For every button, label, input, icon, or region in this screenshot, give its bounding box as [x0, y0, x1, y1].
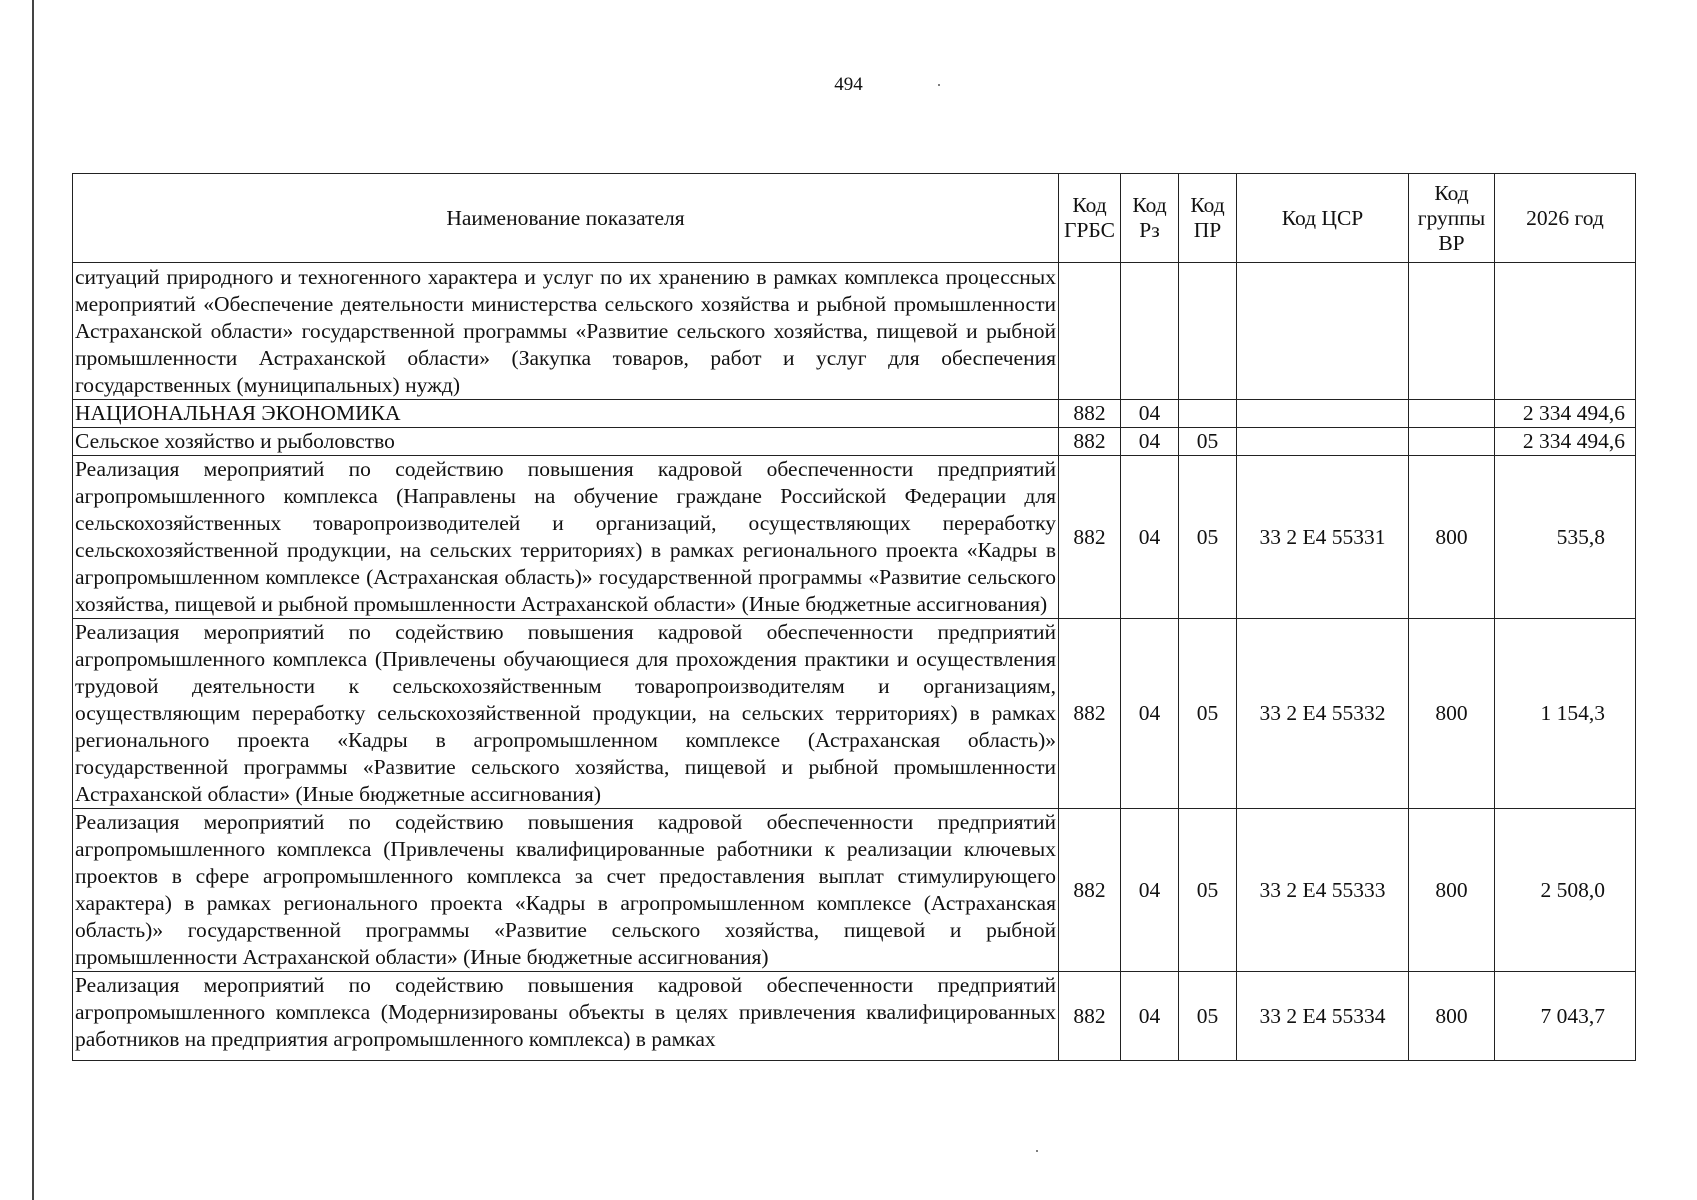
header-name: Наименование показателя	[73, 174, 1059, 263]
header-csr: Код ЦСР	[1237, 174, 1409, 263]
row-csr	[1237, 428, 1409, 456]
row-csr: 33 2 Е4 55331	[1237, 456, 1409, 619]
table-row	[73, 619, 1636, 809]
row-name: ситуаций природного и техногенного характера и услуг по их хранению в рамках комплекса процессных мероприятий «Обеспечение деятельности министерства сельского хозяйства и рыбной промышленности Астраханской области» государственной программы «Развитие сельского хозяйства, пищевой и рыбной промышленности Астраханской области» (Закупка товаров, работ и услуг для обеспечения государственных (муниципальных) нужд)	[73, 263, 1059, 400]
row-amount: 2 334 494,6	[1495, 400, 1636, 428]
scan-speck	[1036, 1150, 1038, 1152]
row-amount: 1 154,3	[1495, 619, 1636, 809]
row-grbs: 882	[1059, 456, 1121, 619]
row-pr: 05	[1179, 456, 1237, 619]
row-amount: 535,8	[1495, 456, 1636, 619]
row-grbs: 882	[1059, 619, 1121, 809]
row-pr: 05	[1179, 428, 1237, 456]
row-name: Реализация мероприятий по содействию повышения кадровой обеспеченности предприятий агропромышленного комплекса (Привлечены обучающиеся для прохождения практики и осуществления трудовой деятельности к сельскохозяйственным товаропроизводителям и организациям, осуществляющим переработку сельскохозяйственной продукции, на сельских территориях) в рамках регионального проекта «Кадры в агропромышленном комплексе (Астраханская область)» государственной программы «Развитие сельского хозяйства, пищевой и рыбной промышленности Астраханской области» (Иные бюджетные ассигнования)	[73, 619, 1059, 809]
header-vr: Код группы ВР	[1409, 174, 1495, 263]
row-rz	[1121, 263, 1179, 400]
row-csr: 33 2 Е4 55334	[1237, 972, 1409, 1061]
table-row	[73, 428, 1636, 456]
row-vr	[1409, 263, 1495, 400]
row-vr	[1409, 400, 1495, 428]
page-number: 494	[834, 74, 863, 95]
row-vr	[1409, 428, 1495, 456]
row-amount: 7 043,7	[1495, 972, 1636, 1061]
row-name: Реализация мероприятий по содействию повышения кадровой обеспеченности предприятий агропромышленного комплекса (Привлечены квалифицированные работники к реализации ключевых проектов в сфере агропромышленного комплекса за счет предоставления выплат стимулирующего характера) в рамках регионального проекта «Кадры в агропромышленном комплексе (Астраханская область)» государственной программы «Развитие сельского хозяйства, пищевой и рыбной промышленности Астраханской области» (Иные бюджетные ассигнования)	[73, 809, 1059, 972]
row-grbs: 882	[1059, 400, 1121, 428]
table-row	[73, 400, 1636, 428]
row-grbs: 882	[1059, 972, 1121, 1061]
row-vr: 800	[1409, 809, 1495, 972]
row-name: Реализация мероприятий по содействию повышения кадровой обеспеченности предприятий агропромышленного комплекса (Направлены на обучение граждане Российской Федерации для сельскохозяйственных товаропроизводителей и организаций, осуществляющих переработку сельскохозяйственной продукции, на сельских территориях) в рамках регионального проекта «Кадры в агропромышленном комплексе (Астраханская область)» государственной программы «Развитие сельского хозяйства, пищевой и рыбной промышленности Астраханской области» (Иные бюджетные ассигнования)	[73, 456, 1059, 619]
row-vr: 800	[1409, 619, 1495, 809]
table-row	[73, 809, 1636, 972]
row-rz: 04	[1121, 972, 1179, 1061]
row-vr: 800	[1409, 972, 1495, 1061]
table-row	[73, 972, 1636, 1061]
table-row	[73, 263, 1636, 400]
row-vr: 800	[1409, 456, 1495, 619]
row-amount: 2 508,0	[1495, 809, 1636, 972]
budget-table	[72, 173, 1636, 1061]
row-pr	[1179, 400, 1237, 428]
header-grbs: Код ГРБС	[1059, 174, 1121, 263]
row-pr	[1179, 263, 1237, 400]
row-csr	[1237, 263, 1409, 400]
binding-margin-line	[32, 0, 34, 1200]
table-header-row	[73, 174, 1636, 263]
row-grbs: 882	[1059, 428, 1121, 456]
row-csr: 33 2 Е4 55333	[1237, 809, 1409, 972]
row-name: Реализация мероприятий по содействию повышения кадровой обеспеченности предприятий агропромышленного комплекса (Модернизированы объекты в целях привлечения квалифицированных работников на предприятия агропромышленного комплекса) в рамках	[73, 972, 1059, 1061]
header-year: 2026 год	[1495, 174, 1636, 263]
header-pr: Код ПР	[1179, 174, 1237, 263]
row-csr: 33 2 Е4 55332	[1237, 619, 1409, 809]
row-amount: 2 334 494,6	[1495, 428, 1636, 456]
row-rz: 04	[1121, 400, 1179, 428]
row-pr: 05	[1179, 972, 1237, 1061]
row-grbs	[1059, 263, 1121, 400]
row-name: НАЦИОНАЛЬНАЯ ЭКОНОМИКА	[73, 400, 1059, 428]
row-rz: 04	[1121, 456, 1179, 619]
header-rz: Код Рз	[1121, 174, 1179, 263]
row-rz: 04	[1121, 809, 1179, 972]
row-pr: 05	[1179, 809, 1237, 972]
row-rz: 04	[1121, 428, 1179, 456]
row-grbs: 882	[1059, 809, 1121, 972]
row-pr: 05	[1179, 619, 1237, 809]
row-name: Сельское хозяйство и рыболовство	[73, 428, 1059, 456]
table-row	[73, 456, 1636, 619]
row-rz: 04	[1121, 619, 1179, 809]
row-csr	[1237, 400, 1409, 428]
row-amount	[1495, 263, 1636, 400]
